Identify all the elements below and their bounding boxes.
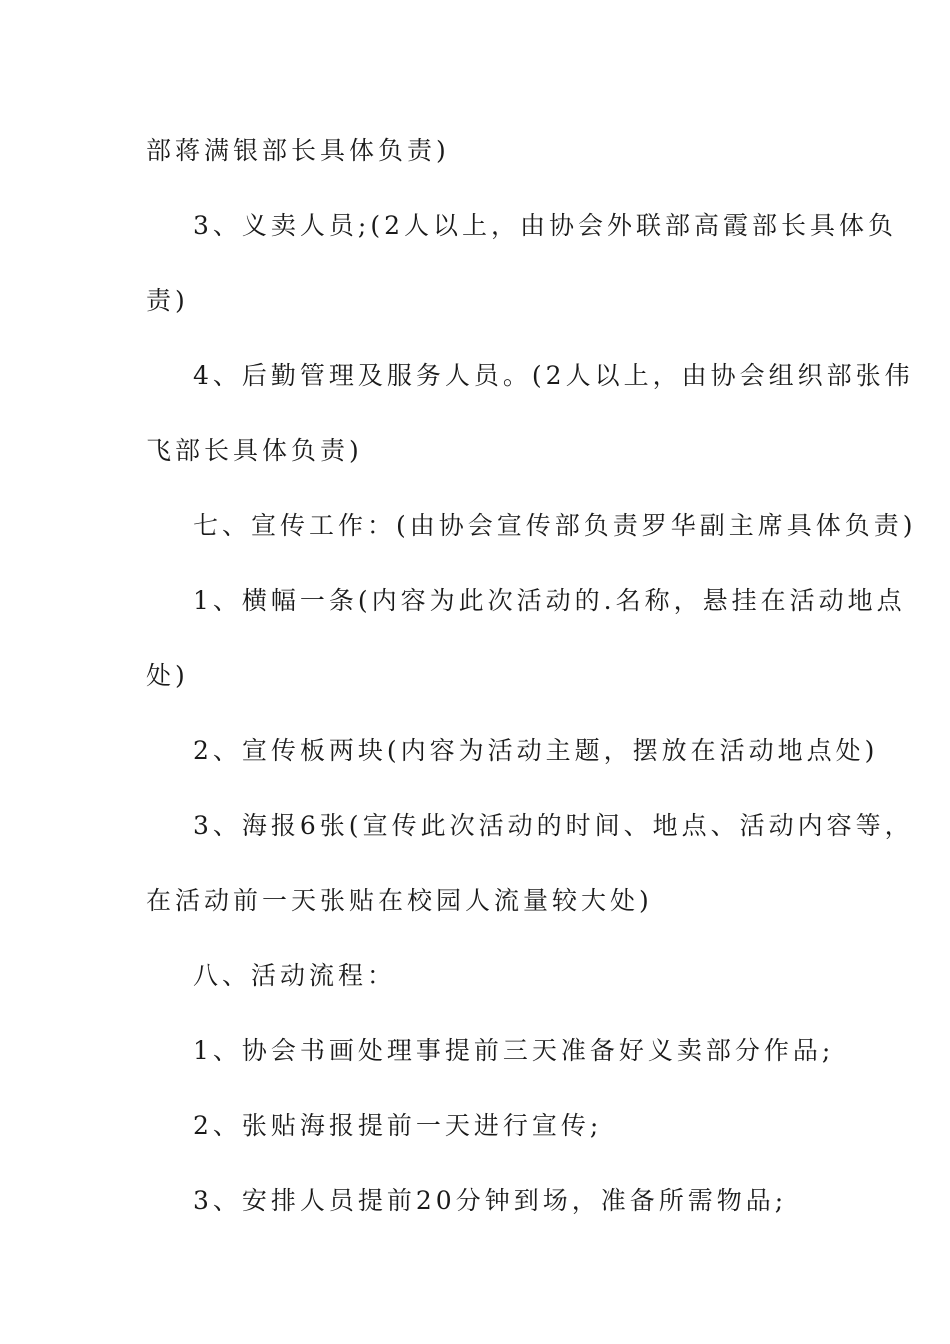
text-line: 2、张贴海报提前一天进行宣传; (193, 1111, 603, 1140)
text-line: 责) (146, 286, 189, 315)
text-line: 飞部长具体负责) (146, 436, 363, 465)
text-line: 部蒋满银部长具体负责) (146, 136, 450, 165)
text-line: 1、协会书画处理事提前三天准备好义卖部分作品; (193, 1036, 835, 1065)
text-line: 3、海报6张(宣传此次活动的时间、地点、活动内容等， (193, 811, 914, 840)
text-line: 在活动前一天张贴在校园人流量较大处) (146, 886, 653, 915)
text-line: 4、后勤管理及服务人员。(2人以上，由协会组织部张伟 (193, 361, 914, 390)
section-heading: 七、宣传工作：(由协会宣传部负责罗华副主席具体负责) (193, 511, 917, 540)
text-line: 2、宣传板两块(内容为活动主题，摆放在活动地点处) (193, 736, 879, 765)
text-line: 3、义卖人员;(2人以上，由协会外联部高霞部长具体负 (193, 211, 897, 240)
section-heading: 八、活动流程： (193, 961, 397, 990)
text-line: 3、安排人员提前20分钟到场，准备所需物品; (193, 1186, 788, 1215)
text-line: 1、横幅一条(内容为此次活动的.名称，悬挂在活动地点 (193, 586, 906, 615)
text-line: 处) (146, 661, 189, 690)
